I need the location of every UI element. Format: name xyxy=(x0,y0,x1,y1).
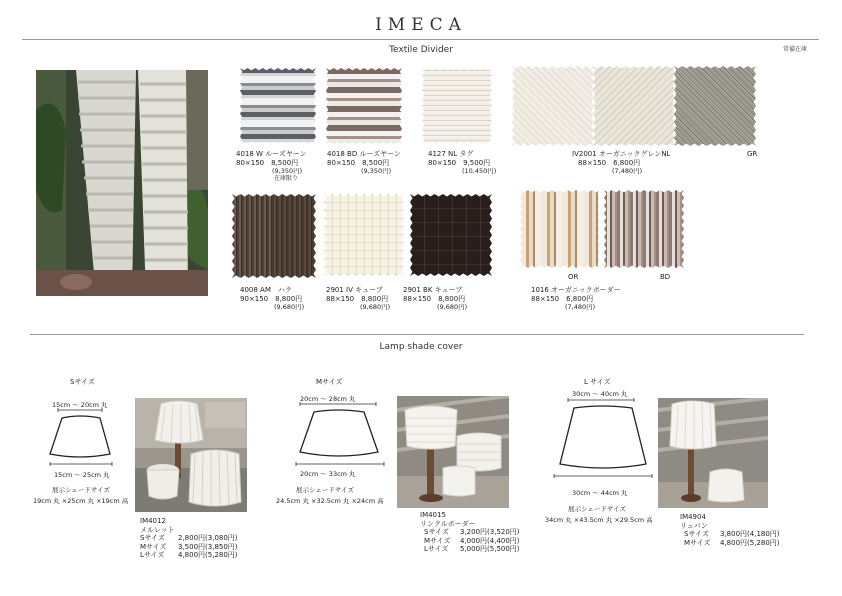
swatch-1016-or xyxy=(520,190,600,268)
size-s-display: 19cm 丸 ×25cm 丸 ×19cm 高 xyxy=(33,497,129,505)
swatch-4018-w xyxy=(240,68,316,144)
swatch-2001-gr xyxy=(674,66,756,146)
product-im4012: IM4012 メルレット Sサイズ 2,800円(3,080円) Mサイズ 3,500円(3,850円) Lサイズ 4,800円(5,280円) xyxy=(140,517,238,559)
swatch-2901-iv xyxy=(324,194,404,276)
product-4008-am: 4008 AM ハク 90×150 8,800円 (9,680円) xyxy=(240,286,305,311)
swatch-2001-nl xyxy=(593,66,675,146)
product-im4904: IM4904 リュバン Sサイズ 3,800円(4,180円) Mサイズ 4,800円(5,280円) xyxy=(680,513,780,547)
product-2001: IV2001 オーガニックグレンNL 88×150 6,800円 (7,480円) xyxy=(572,150,671,175)
size-s-title: Sサイズ xyxy=(70,378,95,386)
color-nl: NL xyxy=(661,150,671,158)
swatch-4018-bd xyxy=(326,68,402,144)
size-m-display: 24.5cm 丸 ×32.5cm 丸 ×24cm 高 xyxy=(276,497,384,505)
photo-im4012 xyxy=(135,398,247,512)
swatch-2901-bk xyxy=(410,194,492,276)
section-divider xyxy=(30,334,804,335)
swatch-4008-am xyxy=(232,194,316,278)
color-gr: GR xyxy=(747,150,758,158)
shade-l-diagram xyxy=(548,398,662,480)
textile-section-title: Textile Divider xyxy=(389,45,453,55)
swatch-2001-iv xyxy=(512,66,594,146)
product-2901-bk: 2901 BK キューブ 88×150 8,800円 (9,680円) xyxy=(403,286,468,311)
size-s-display-label: 展示シェードサイズ xyxy=(52,486,110,494)
shade-s-diagram xyxy=(28,408,134,470)
product-4018-bd: 4018 BD ルーズヤーン 80×150 8,500円 (9,350円) xyxy=(327,150,401,175)
swatch-4127-nl xyxy=(422,68,492,144)
size-l-bottom: 30cm 〜 44cm 丸 xyxy=(572,489,628,497)
textile-divider-photo xyxy=(36,70,208,296)
size-l-title: L サイズ xyxy=(584,378,611,386)
size-m-bottom: 20cm 〜 33cm 丸 xyxy=(300,470,356,478)
photo-im4015 xyxy=(397,396,509,508)
product-1016: 1016 オーガニックボーダー 88×150 6,800円 (7,480円) xyxy=(531,286,621,311)
color-or: OR xyxy=(568,273,579,281)
lamp-section-title: Lamp shade cover xyxy=(379,342,463,352)
size-l-display-label: 展示シェードサイズ xyxy=(568,505,626,513)
size-m-top: 20cm 〜 28cm 丸 xyxy=(300,395,356,403)
size-s-top: 15cm 〜 20cm 丸 xyxy=(52,401,108,409)
size-s-bottom: 15cm 〜 25cm 丸 xyxy=(54,471,110,479)
photo-im4904 xyxy=(658,398,768,508)
color-iv: IV xyxy=(572,150,579,158)
header-divider xyxy=(22,39,819,40)
brand-title: IMECA xyxy=(375,15,467,35)
size-l-display: 34cm 丸 ×43.5cm 丸 ×29.5cm 高 xyxy=(545,516,653,524)
size-m-display-label: 展示シェードサイズ xyxy=(296,486,354,494)
color-bd: BD xyxy=(660,273,671,281)
size-m-title: Mサイズ xyxy=(316,378,343,386)
stock-limited-note: 在庫限り xyxy=(274,175,299,182)
stock-note: 常備在庫 xyxy=(783,46,808,53)
product-im4015: IM4015 リンクルボーダー Sサイズ 3,200円(3,520円) Mサイズ 4,000円(4,400円) Lサイズ 5,000円(5,500円) xyxy=(420,511,520,553)
product-4127-nl: 4127 NL タグ 80×150 9,500円 (10,450円) xyxy=(428,150,497,175)
product-2901-iv: 2901 IV キューブ 88×150 8,800円 (9,680円) xyxy=(326,286,391,311)
swatch-1016-bd xyxy=(604,190,684,268)
size-l-top: 30cm 〜 40cm 丸 xyxy=(572,390,628,398)
product-4018-w: 4018 W ルーズヤーン 80×150 8,500円 (9,350円) 在庫限り xyxy=(236,150,307,182)
shade-m-diagram xyxy=(284,402,394,470)
